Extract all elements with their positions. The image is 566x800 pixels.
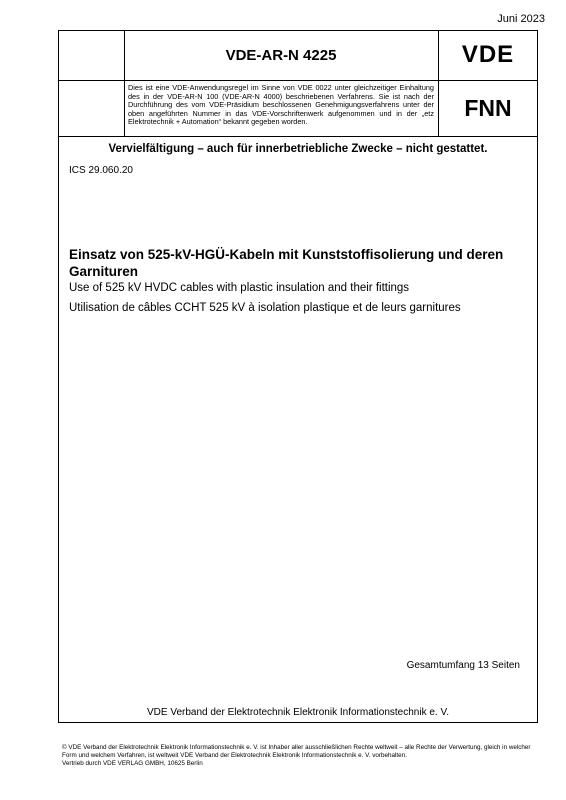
distribution-notice: Vertrieb durch VDE VERLAG GMBH, 10625 Berlin <box>62 759 203 767</box>
divider <box>59 136 537 137</box>
committee-label: FNN <box>464 94 512 121</box>
publication-date: Juni 2023 <box>497 13 545 25</box>
title-german: Einsatz von 525-kV-HGÜ-Kabeln mit Kunststoffisolierung und deren Garnituren <box>69 247 504 279</box>
ics-code: ICS 29.060.20 <box>69 165 133 176</box>
publisher: VDE Verband der Elektrotechnik Elektronik Informationstechnik e. V. <box>146 707 449 718</box>
application-rule-notice: Dies ist eine VDE-Anwendungsregel im Sinne von VDE 0022 unter gleichzeitiger Einhaltung des in der VDE-AR-N 100 (VDE-AR-N 4000) beschriebenen Verfahrens. Sie ist nach der Durchführung des vom VDE-Präsidium beschlossenen Genehmigungsverfahrens unter der oben angeführten Nummer in das VDE-Vorschriftenwerk aufgenommen und in der „etz Elektrotechnik + Automation“ bekannt gegeben worden. <box>128 83 434 127</box>
title-english: Use of 525 kV HVDC cables with plastic insulation and their fittings <box>69 282 410 294</box>
title-french: Utilisation de câbles CCHT 525 kV à isolation plastique et de leurs garnitures <box>69 302 461 314</box>
footer <box>62 744 532 767</box>
document-number: VDE-AR-N 4225 <box>225 46 337 64</box>
vde-logo: VDE <box>461 41 515 68</box>
reproduction-notice: Vervielfältigung – auch für innerbetriebliche Zwecke – nicht gestattet. <box>108 143 488 155</box>
copyright-notice: © VDE Verband der Elektrotechnik Elektronik Informationstechnik e. V. ist Inhaber aller ausschließlichen Rechte weltweit – alle Rechte der Verwertung, gleich in welcher Form und welchem Verfahren, ist weltweit VDE Verband der Elektrotechnik Elektronik Informationstechnik e. V. vorbehalten. <box>62 744 531 759</box>
total-pages: Gesamtumfang 13 Seiten <box>406 660 520 671</box>
